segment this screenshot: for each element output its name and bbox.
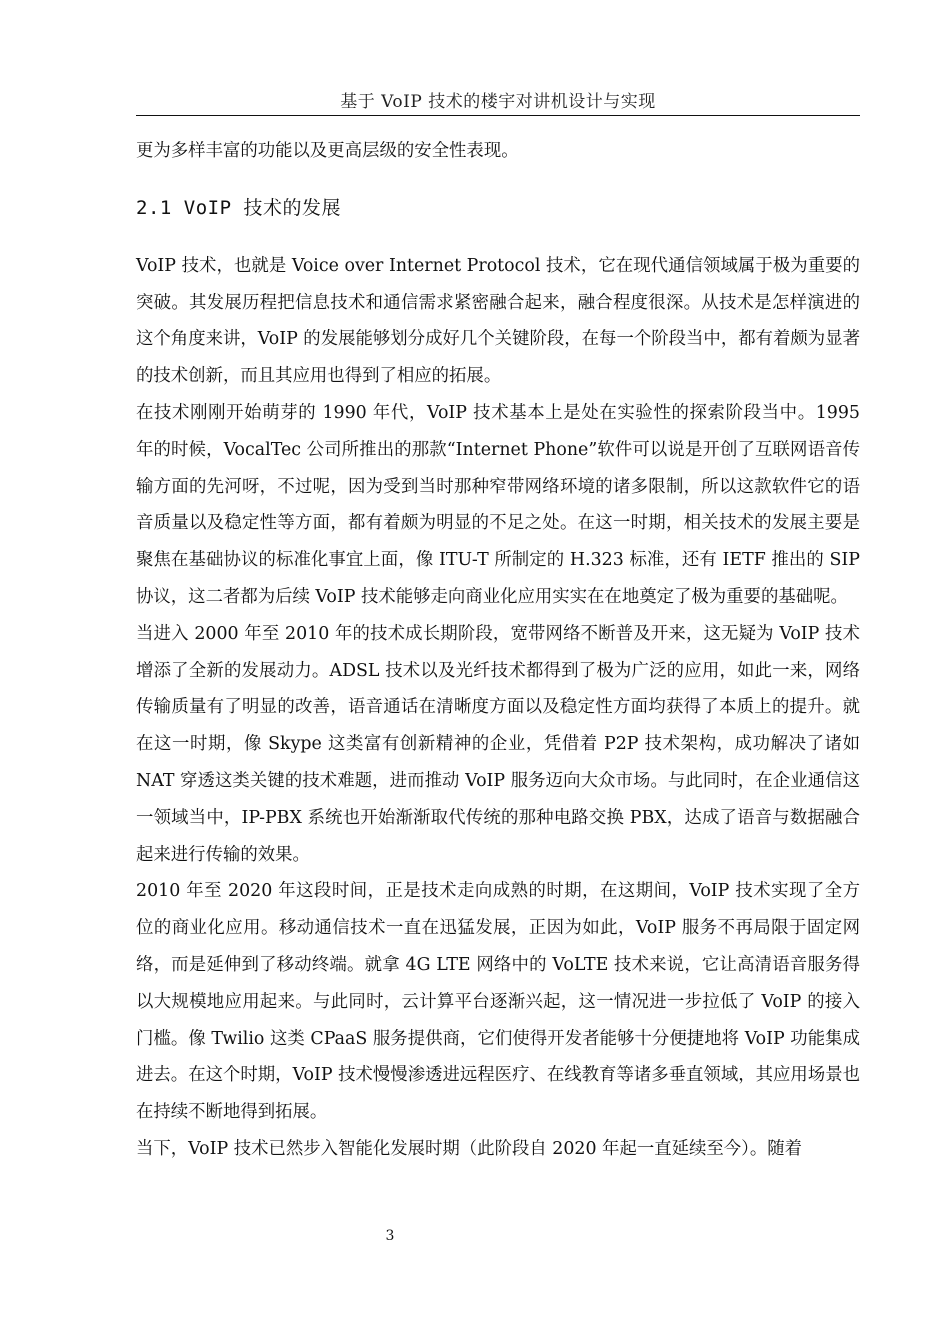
running-header: 基于 VoIP 技术的楼宇对讲机设计与实现 <box>340 92 656 112</box>
paragraph-2: 在技术刚刚开始萌芽的 1990 年代，VoIP 技术基本上是处在实验性的探索阶段当中。1995 年的时候，VocalTec 公司所推出的那款“Internet Phone”软件可以说是开创了互联网语音传输方面的先河呀，不过呢，因为受到当时那种窄带网络环境的诸多限制，所以这款软件它的语音质量以及稳定性等方面，都有着颇为明显的不足之处。在这一时期，相关技术的发展主要是聚焦在基础协议的标准化事宜上面，像 ITU-T 所制定的 H.323 标准，还有 IETF 推出的 SIP 协议，这二者都为后续 VoIP 技术能够走向商业化应用实实在在地奠定了极为重要的基础呢。 <box>136 402 860 607</box>
section-heading: 2.1 VoIP 技术的发展 <box>136 196 341 219</box>
paragraph-1: VoIP 技术，也就是 Voice over Internet Protocol 技术，它在现代通信领域属于极为重要的突破。其发展历程把信息技术和通信需求紧密融合起来，融合程度很深。从技术是怎样演进的这个角度来讲，VoIP 的发展能够划分成好几个关键阶段，在每一个阶段当中，都有着颇为显著的技术创新，而且其应用也得到了相应的拓展。 <box>136 255 860 387</box>
intro-line: 更为多样丰富的功能以及更高层级的安全性表现。 <box>136 141 519 161</box>
body-text <box>136 133 860 1168</box>
paragraph-4: 2010 年至 2020 年这段时间，正是技术走向成熟的时期，在这期间，VoIP 技术实现了全方位的商业化应用。移动通信技术一直在迅猛发展，正因为如此，VoIP 服务不再局限于固定网络，而是延伸到了移动终端。就拿 4G LTE 网络中的 VoLTE 技术来说，它让高清语音服务得以大规模地应用起来。与此同时，云计算平台逐渐兴起，这一情况进一步拉低了 VoIP 的接入门槛。像 Twilio 这类 CPaaS 服务提供商，它们使得开发者能够十分便捷地将 VoIP 功能集成进去。在这个时期，VoIP 技术慢慢渗透进远程医疗、在线教育等诸多垂直领域，其应用场景也在持续不断地得到拓展。 <box>136 881 860 1123</box>
page-number: 3 <box>385 1228 395 1244</box>
paragraph-5: 当下，VoIP 技术已然步入智能化发展时期（此阶段自 2020 年起一直延续至今）。随着 <box>136 1138 803 1159</box>
header-divider <box>136 115 860 116</box>
paragraph-3: 当进入 2000 年至 2010 年的技术成长期阶段，宽带网络不断普及开来，这无疑为 VoIP 技术增添了全新的发展动力。ADSL 技术以及光纤技术都得到了极为广泛的应用，如此一来，网络传输质量有了明显的改善，语音通话在清晰度方面以及稳定性方面均获得了本质上的提升。就在这一时期，像 Skype 这类富有创新精神的企业，凭借着 P2P 技术架构，成功解决了诸如 NAT 穿透这类关键的技术难题，进而推动 VoIP 服务迈向大众市场。与此同时，在企业通信这一领域当中，IP-PBX 系统也开始渐渐取代传统的那种电路交换 PBX，达成了语音与数据融合起来进行传输的效果。 <box>136 623 860 865</box>
